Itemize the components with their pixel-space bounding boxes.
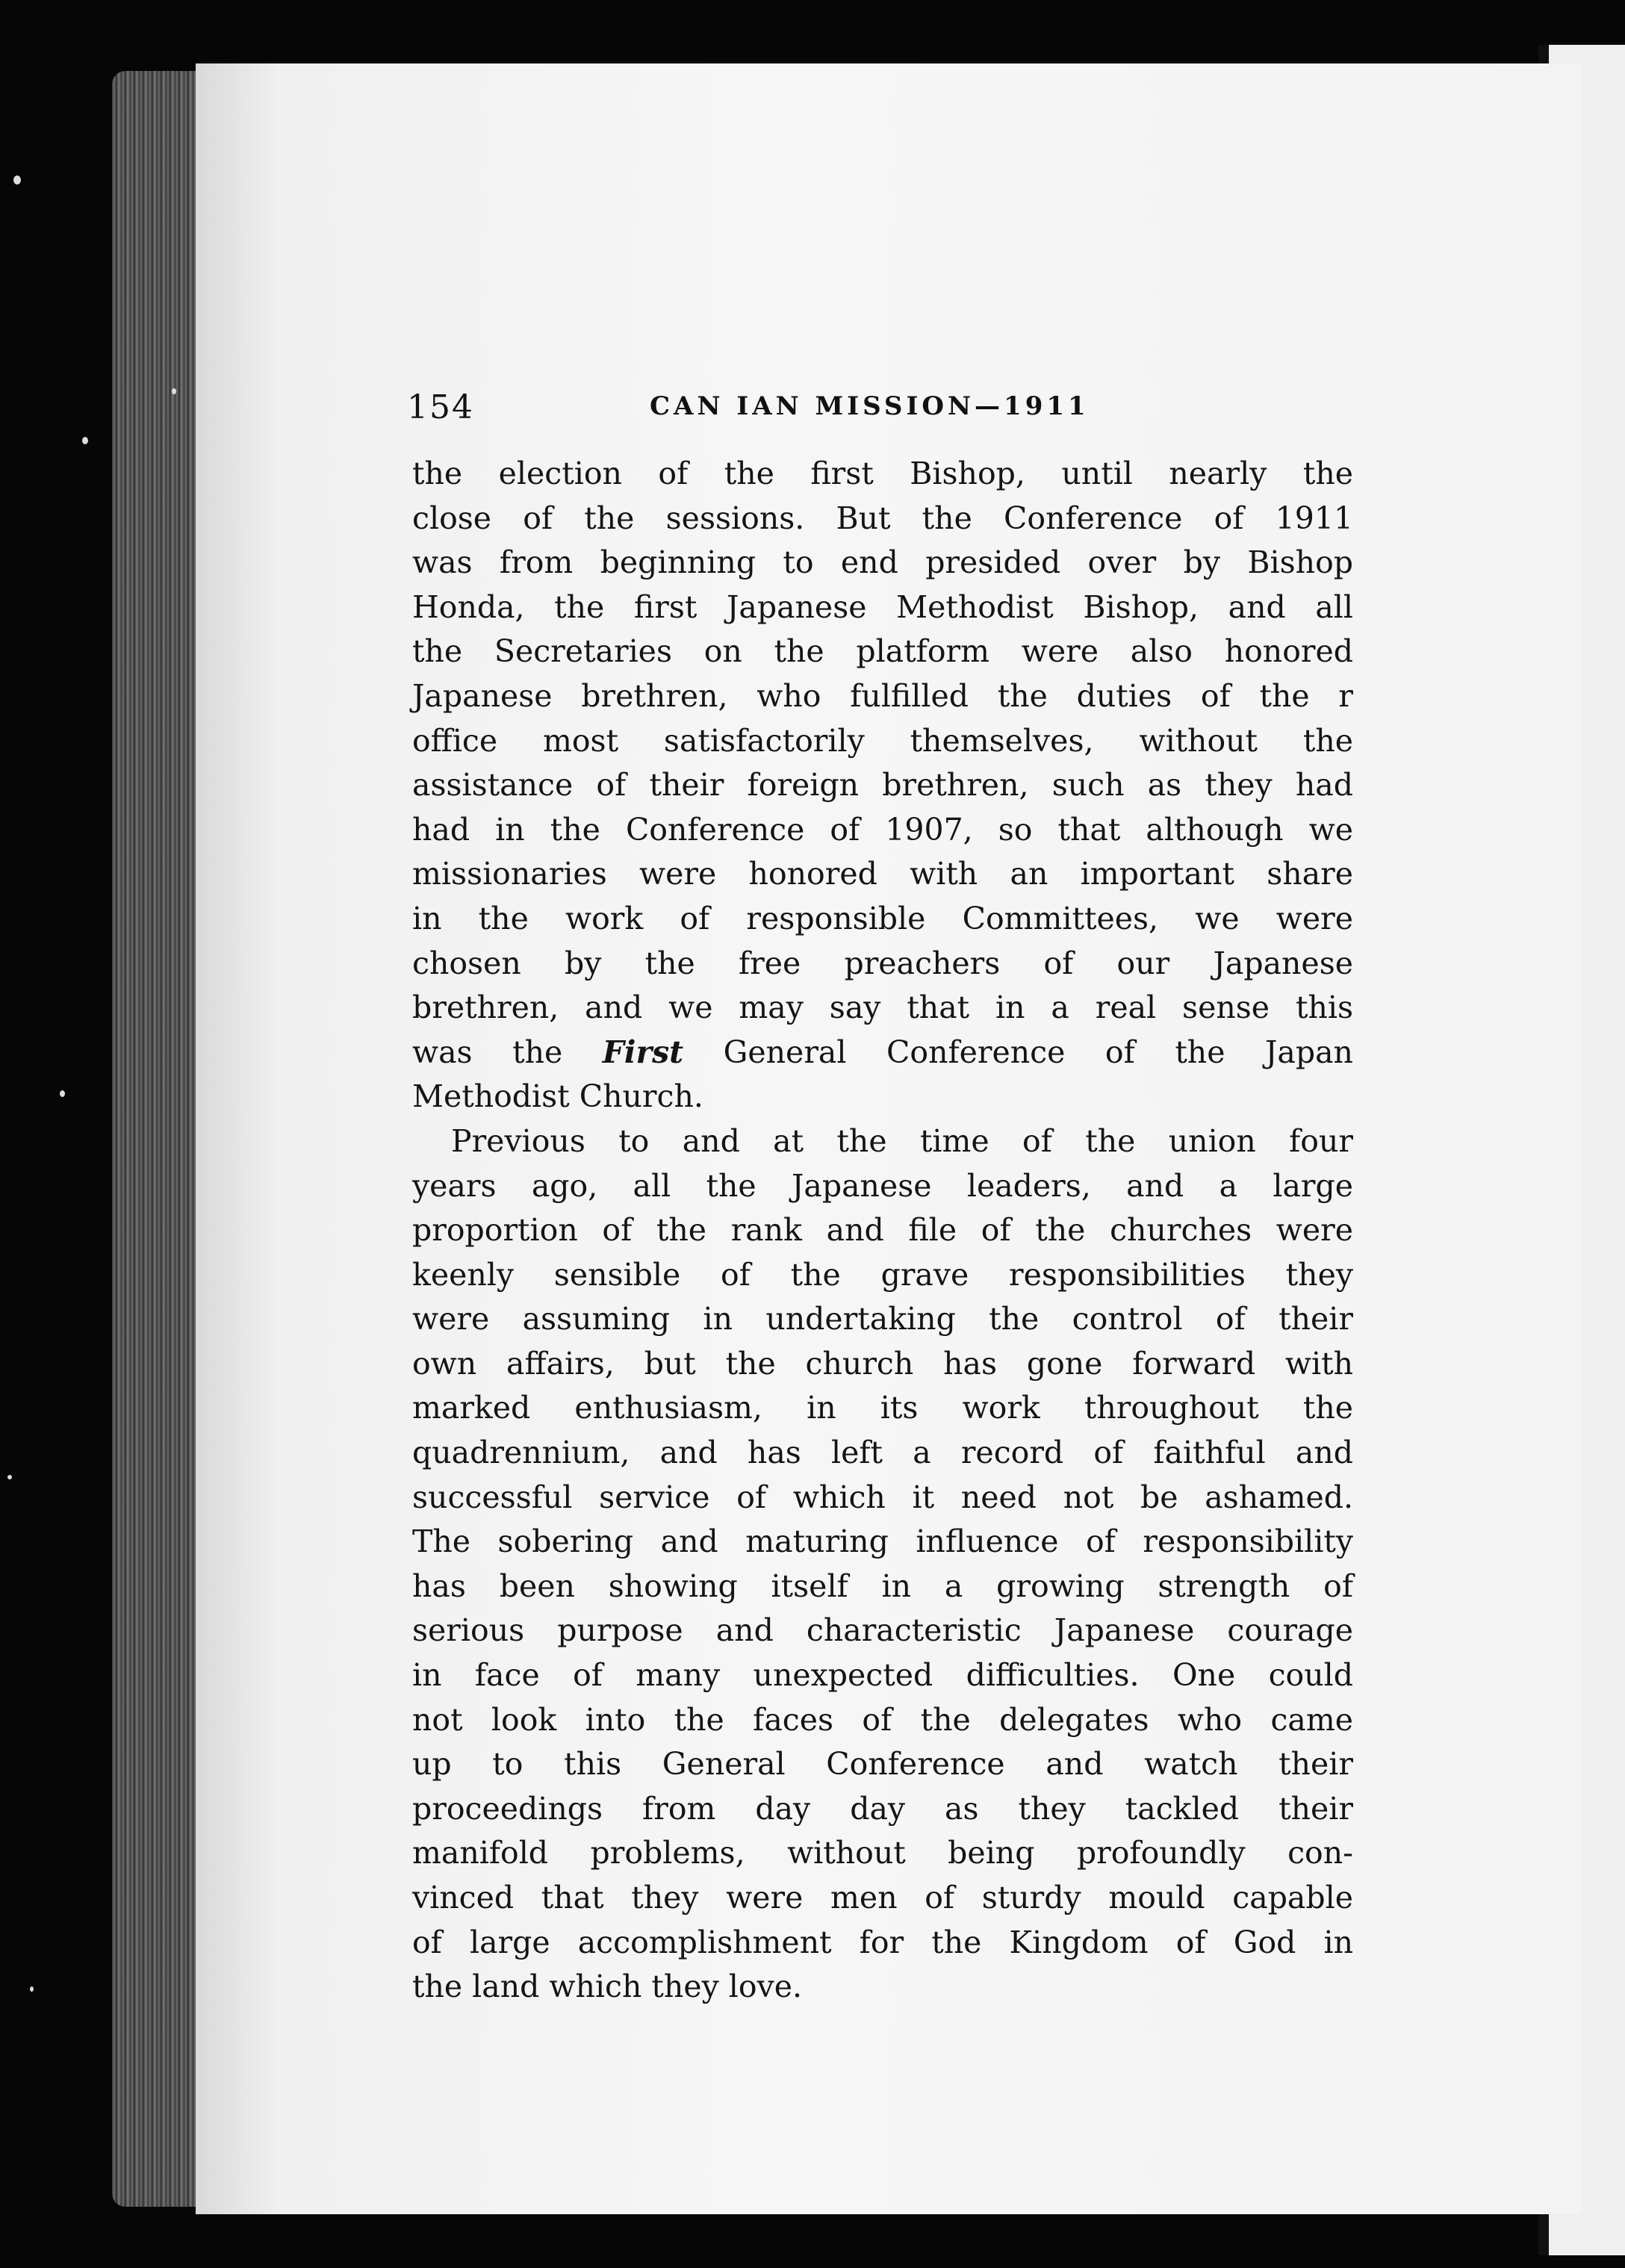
emphasis-first: First [602,1034,684,1070]
dust-speck [82,437,88,444]
text-line: Methodist Church. [412,1078,703,1115]
text-line: was from beginning to end presided over by Bishop [412,544,1353,581]
text-line: in face of many unexpected difficulties. One could [412,1657,1353,1694]
text-line: has been showing itself in a growing strength of [412,1568,1353,1604]
text-line: vinced that they were men of sturdy mould capable [412,1880,1353,1916]
text-fragment: was the [412,1034,563,1070]
text-line: had in the Conference of 1907, so that although we [412,811,1353,848]
text-line: close of the sessions. But the Conference of 1911 [412,500,1353,536]
text-line: up to this General Conference and watch their [412,1746,1353,1783]
text-line-with-emphasis [412,1031,1353,1075]
dust-speck [60,1090,65,1097]
text-line: the election of the first Bishop, until nearly the [412,456,1353,491]
text-line: in the work of responsible Committees, we were [412,900,1353,936]
body-text [412,452,1353,2010]
text-line: own affairs, but the church has gone forward with [412,1345,1353,1382]
text-line: The sobering and maturing influence of responsibility [412,1523,1353,1560]
text-line: keenly sensible of the grave responsibilities they [412,1256,1353,1293]
paragraph-2 [412,1119,1353,2010]
text-line: the land which they love. [412,1969,803,2005]
text-line: assistance of their foreign brethren, such as they had [412,767,1353,804]
dust-speck [172,388,176,394]
text-line: office most satisfactorily themselves, without the [412,722,1353,759]
text-line: Japanese brethren, who fulfilled the duties of the r [412,677,1353,714]
text-line: Honda, the first Japanese Methodist Bishop, and all [412,588,1353,625]
text-line: serious purpose and characteristic Japanese courage [412,1612,1353,1649]
running-head [407,388,1154,441]
text-fragment: General Conference of the Japan [723,1034,1353,1070]
text-line: missionaries were honored with an important share [412,856,1353,892]
page-number: 154 [407,388,474,426]
text-line: of large accomplishment for the Kingdom of God in [412,1924,1353,1960]
dust-speck [7,1475,12,1479]
text-line: the Secretaries on the platform were also honored [412,633,1353,670]
text-line: successful service of which it need not be ashamed. [412,1479,1353,1515]
text-line: were assuming in undertaking the control of their [412,1301,1353,1338]
text-line: manifold problems, without being profoundly con- [412,1835,1353,1871]
dust-speck [13,175,21,184]
text-line: not look into the faces of the delegates who came [412,1701,1353,1738]
text-line: marked enthusiasm, in its work throughout the [412,1390,1353,1426]
text-line: brethren, and we may say that in a real sense this [412,989,1353,1026]
text-line: chosen by the free preachers of our Japanese [412,945,1353,981]
text-line: years ago, all the Japanese leaders, and a large [412,1167,1353,1204]
text-line: proceedings from day day as they tackled their [412,1790,1353,1827]
text-line: proportion of the rank and file of the churches were [412,1212,1353,1249]
paragraph-1 [412,452,1353,1119]
dust-speck [30,1986,34,1992]
running-head-title: CAN IAN MISSION—1911 [650,391,1090,421]
text-line: quadrennium, and has left a record of faithful and [412,1435,1353,1471]
text-line: Previous to and at the time of the union four [451,1122,1353,1159]
